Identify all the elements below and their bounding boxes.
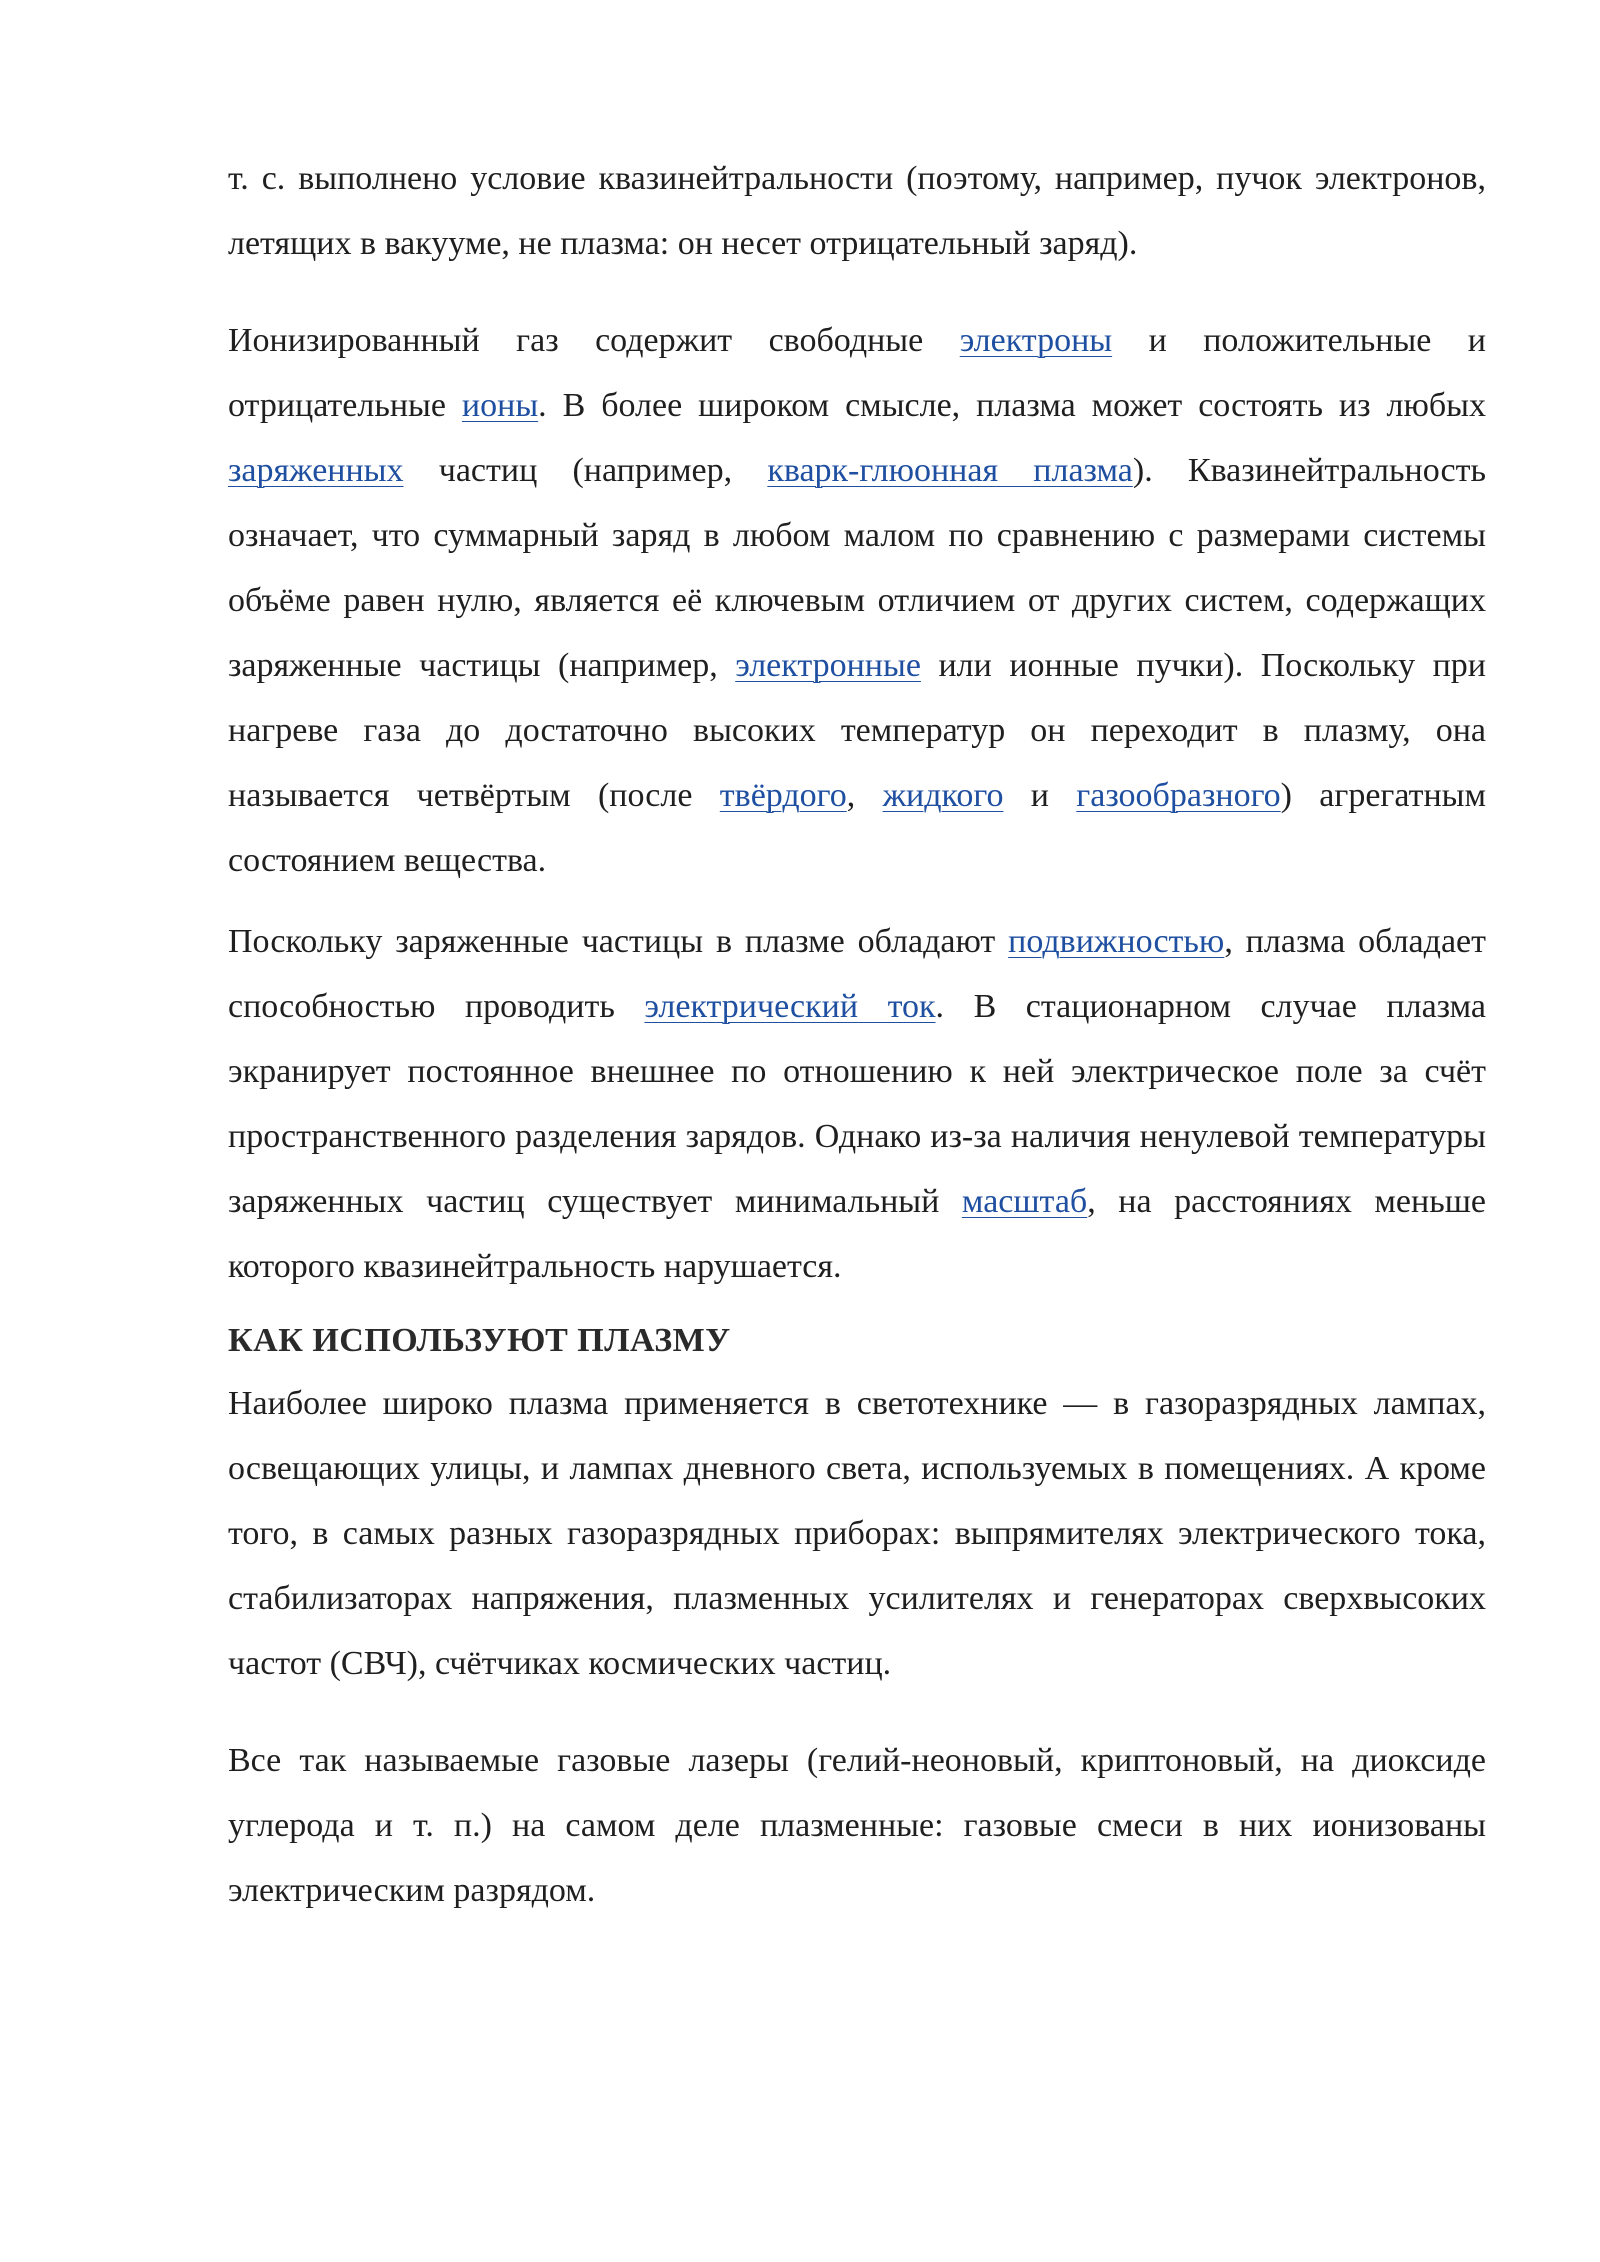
text-run: , на расстояниях меньше которого квазинейтральность нарушается. bbox=[228, 1183, 1486, 1285]
link-electronic[interactable]: электронные bbox=[735, 647, 921, 684]
paragraph-gas-lasers bbox=[228, 1728, 1486, 1923]
document-page bbox=[228, 146, 1486, 1923]
paragraph-text: Все так называемые газовые лазеры (гелий-неоновый, криптоновый, на диоксиде углерода и т. п.) на самом деле плазменные: газовые смеси в них ионизованы электрическим разрядом. bbox=[228, 1742, 1486, 1909]
link-ions[interactable]: ионы bbox=[461, 387, 539, 424]
link-gaseous[interactable]: газообразного bbox=[1076, 777, 1281, 814]
paragraph-lighting bbox=[228, 1371, 1486, 1696]
link-quark-gluon-plasma[interactable]: кварк-глюонная плазма bbox=[767, 452, 1133, 489]
text-run: , плазма обладает способностью проводить bbox=[228, 923, 1486, 1025]
text-run: , bbox=[846, 777, 883, 814]
text-run: частиц (например, bbox=[403, 452, 768, 489]
text-run: и положительные и отрицательные bbox=[228, 322, 1486, 424]
section-heading: КАК ИСПОЛЬЗУЮТ ПЛАЗМУ bbox=[228, 1322, 731, 1359]
link-solid[interactable]: твёрдого bbox=[719, 777, 847, 814]
link-electrons[interactable]: электроны bbox=[959, 322, 1113, 359]
text-run: Поскольку заряженные частицы в плазме обладают bbox=[228, 923, 1009, 960]
link-scale[interactable]: масштаб bbox=[961, 1183, 1088, 1220]
text-run: ). Квазинейтральность означает, что суммарный заряд в любом малом по сравнению с размерами системы объёме равен нулю, является её ключевым отличием от других систем, содержащих заряженные частицы (например, bbox=[228, 452, 1487, 684]
text-run: Ионизированный газ содержит свободные bbox=[228, 322, 960, 359]
text-run: ) агрегатным состоянием вещества. bbox=[228, 777, 1487, 879]
link-liquid[interactable]: жидкого bbox=[882, 777, 1004, 814]
link-charged[interactable]: заряженных bbox=[228, 452, 404, 489]
link-electric-current[interactable]: электрический ток bbox=[644, 988, 936, 1025]
text-run: или ионные пучки). Поскольку при нагреве газа до достаточно высоких температур он переходит в плазму, она называется четвёртым (после bbox=[228, 647, 1486, 814]
text-run: . В более широком смысле, плазма может состоять из любых bbox=[538, 387, 1487, 424]
paragraph-mobility bbox=[228, 909, 1486, 1299]
text-run: . В стационарном случае плазма экранирует постоянное внешнее по отношению к ней электрическое поле за счёт пространственного разделения зарядов. Однако из-за наличия ненулевой температуры заряженных частиц существует минимальный bbox=[228, 988, 1486, 1220]
paragraph-quasineutrality bbox=[228, 146, 1486, 276]
paragraph-text: т. с. выполнено условие квазинейтральности (поэтому, например, пучок электронов, летящих в вакууме, не плазма: он несет отрицательный заряд). bbox=[228, 160, 1486, 262]
text-run: и bbox=[1003, 777, 1077, 814]
paragraph-text: Наиболее широко плазма применяется в светотехнике — в газоразрядных лампах, освещающих улицы, и лампах дневного света, используемых в помещениях. А кроме того, в самых разных газоразрядных приборах: выпрямителях электрического тока, стабилизаторах напряжения, плазменных усилителях и генераторах сверхвысоких частот (СВЧ), счётчиках космических частиц. bbox=[228, 1385, 1486, 1682]
link-mobility[interactable]: подвижностью bbox=[1008, 923, 1225, 960]
paragraph-ionized-gas bbox=[228, 308, 1486, 893]
